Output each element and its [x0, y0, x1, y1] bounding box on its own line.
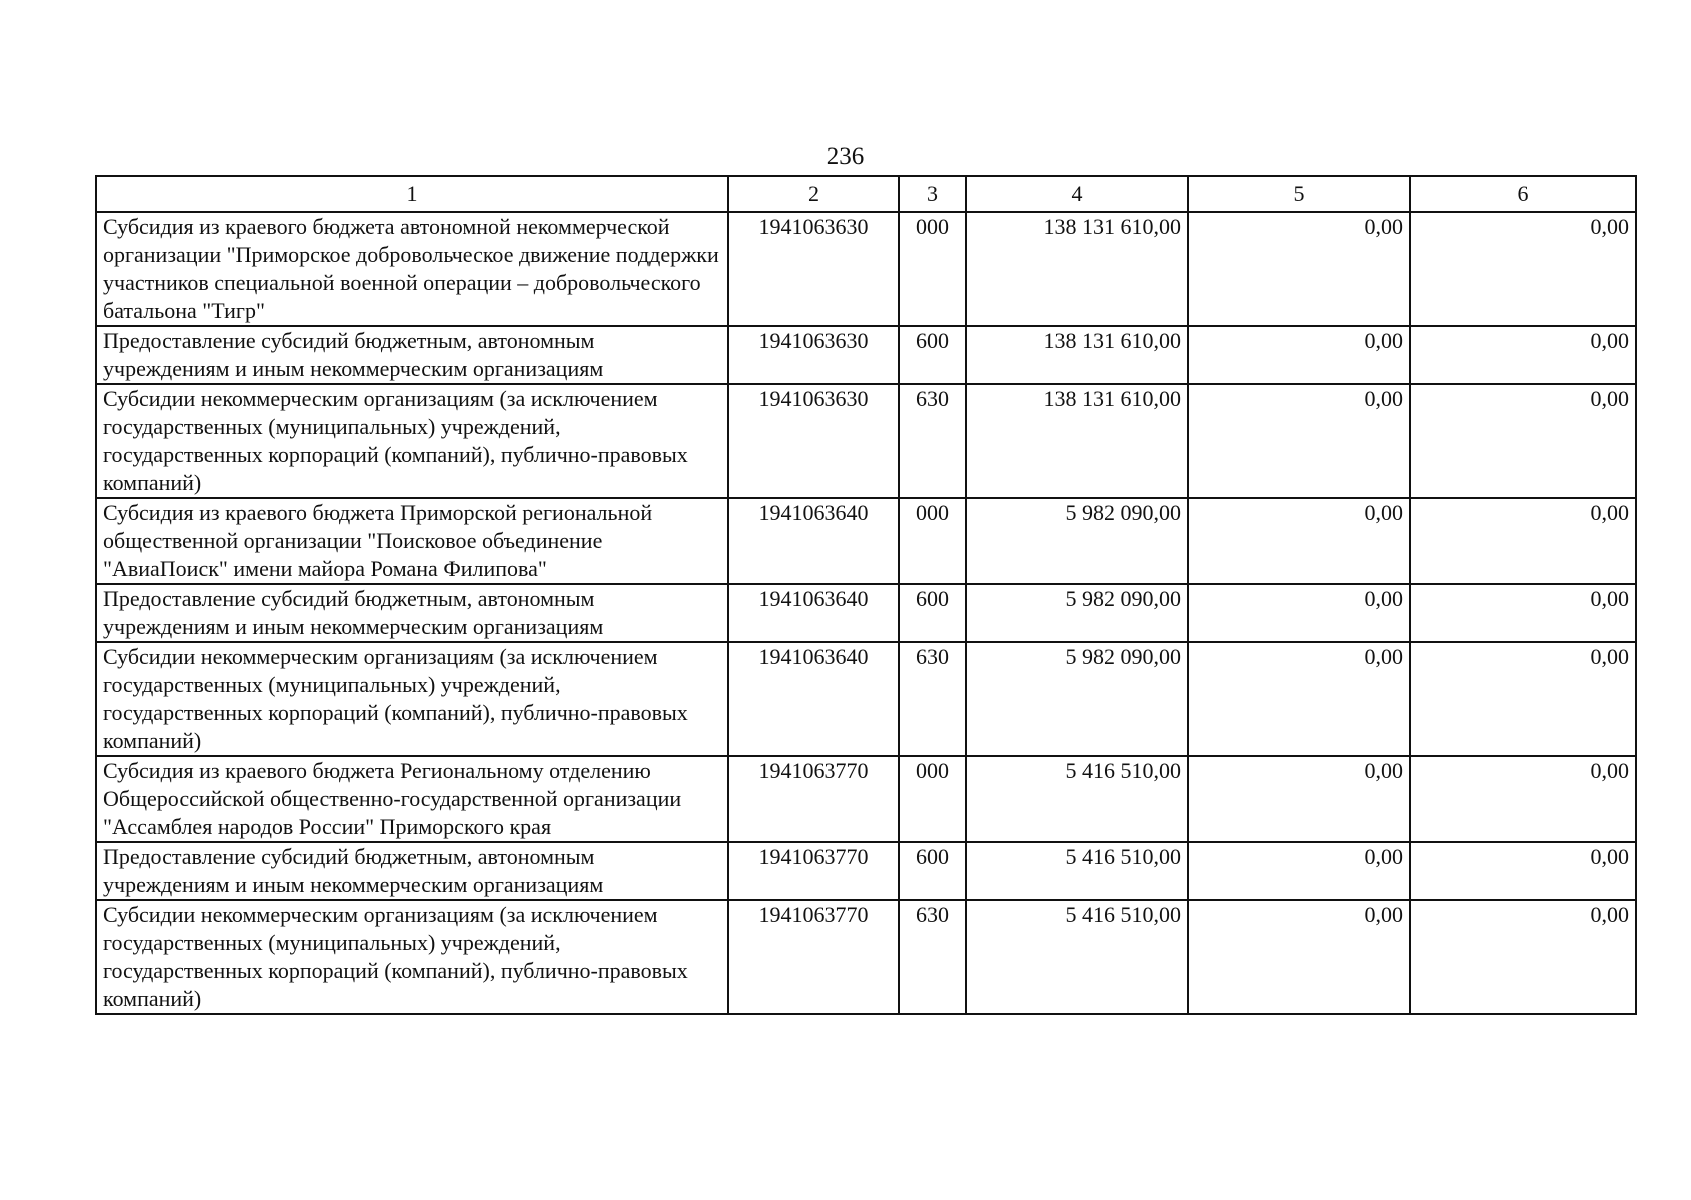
column-header: 4 [966, 176, 1188, 212]
row-name: Субсидии некоммерческим организациям (за исключением государственных (муниципальных) учреждений, государственных корпораций (компаний), публично-правовых компаний) [96, 900, 728, 1014]
row-amount-col4: 5 982 090,00 [966, 498, 1188, 584]
row-code: 1941063640 [728, 642, 899, 756]
row-code: 1941063770 [728, 756, 899, 842]
row-kind: 600 [899, 584, 966, 642]
row-kind: 000 [899, 756, 966, 842]
row-amount-col6: 0,00 [1410, 498, 1636, 584]
row-amount-col4: 5 982 090,00 [966, 584, 1188, 642]
row-name: Предоставление субсидий бюджетным, автономным учреждениям и иным некоммерческим организациям [96, 584, 728, 642]
table-row [96, 212, 1636, 326]
column-header: 6 [1410, 176, 1636, 212]
row-amount-col4: 5 982 090,00 [966, 642, 1188, 756]
row-amount-col5: 0,00 [1188, 642, 1410, 756]
table-row [96, 584, 1636, 642]
column-header: 3 [899, 176, 966, 212]
row-amount-col5: 0,00 [1188, 326, 1410, 384]
row-kind: 600 [899, 326, 966, 384]
row-code: 1941063770 [728, 842, 899, 900]
row-name: Субсидия из краевого бюджета автономной некоммерческой организации "Приморское добровольческое движение поддержки участников специальной военной операции – добровольческого батальона "Тигр" [96, 212, 728, 326]
row-amount-col6: 0,00 [1410, 384, 1636, 498]
row-amount-col5: 0,00 [1188, 756, 1410, 842]
row-kind: 000 [899, 498, 966, 584]
row-amount-col6: 0,00 [1410, 212, 1636, 326]
table-row [96, 756, 1636, 842]
row-amount-col5: 0,00 [1188, 384, 1410, 498]
row-code: 1941063640 [728, 498, 899, 584]
row-name: Субсидии некоммерческим организациям (за исключением государственных (муниципальных) учреждений, государственных корпораций (компаний), публично-правовых компаний) [96, 384, 728, 498]
row-kind: 000 [899, 212, 966, 326]
row-amount-col4: 5 416 510,00 [966, 900, 1188, 1014]
row-code: 1941063630 [728, 326, 899, 384]
table-row [96, 642, 1636, 756]
row-amount-col5: 0,00 [1188, 212, 1410, 326]
row-kind: 630 [899, 900, 966, 1014]
row-amount-col4: 5 416 510,00 [966, 842, 1188, 900]
row-name: Субсидии некоммерческим организациям (за исключением государственных (муниципальных) учреждений, государственных корпораций (компаний), публично-правовых компаний) [96, 642, 728, 756]
row-amount-col6: 0,00 [1410, 326, 1636, 384]
row-name: Субсидия из краевого бюджета Региональному отделению Общероссийской общественно-государственной организации "Ассамблея народов России" Приморского края [96, 756, 728, 842]
column-header: 2 [728, 176, 899, 212]
row-amount-col4: 138 131 610,00 [966, 212, 1188, 326]
row-kind: 600 [899, 842, 966, 900]
header-row [96, 176, 1636, 212]
row-amount-col5: 0,00 [1188, 584, 1410, 642]
row-amount-col6: 0,00 [1410, 584, 1636, 642]
table-row [96, 326, 1636, 384]
row-amount-col6: 0,00 [1410, 642, 1636, 756]
row-amount-col4: 138 131 610,00 [966, 326, 1188, 384]
row-amount-col5: 0,00 [1188, 842, 1410, 900]
row-code: 1941063630 [728, 384, 899, 498]
row-name: Субсидия из краевого бюджета Приморской региональной общественной организации "Поисковое объединение "АвиаПоиск" имени майора Романа Филипова" [96, 498, 728, 584]
table-row [96, 900, 1636, 1014]
table-row [96, 498, 1636, 584]
row-code: 1941063770 [728, 900, 899, 1014]
row-amount-col6: 0,00 [1410, 756, 1636, 842]
column-header: 5 [1188, 176, 1410, 212]
row-kind: 630 [899, 384, 966, 498]
row-amount-col6: 0,00 [1410, 900, 1636, 1014]
row-amount-col4: 5 416 510,00 [966, 756, 1188, 842]
row-amount-col4: 138 131 610,00 [966, 384, 1188, 498]
table-row [96, 842, 1636, 900]
row-code: 1941063640 [728, 584, 899, 642]
row-amount-col5: 0,00 [1188, 900, 1410, 1014]
row-amount-col5: 0,00 [1188, 498, 1410, 584]
column-header: 1 [96, 176, 728, 212]
row-kind: 630 [899, 642, 966, 756]
page-number: 236 [826, 143, 865, 170]
row-amount-col6: 0,00 [1410, 842, 1636, 900]
table-row [96, 384, 1636, 498]
row-code: 1941063630 [728, 212, 899, 326]
budget-table [95, 175, 1637, 1015]
row-name: Предоставление субсидий бюджетным, автономным учреждениям и иным некоммерческим организациям [96, 842, 728, 900]
row-name: Предоставление субсидий бюджетным, автономным учреждениям и иным некоммерческим организациям [96, 326, 728, 384]
